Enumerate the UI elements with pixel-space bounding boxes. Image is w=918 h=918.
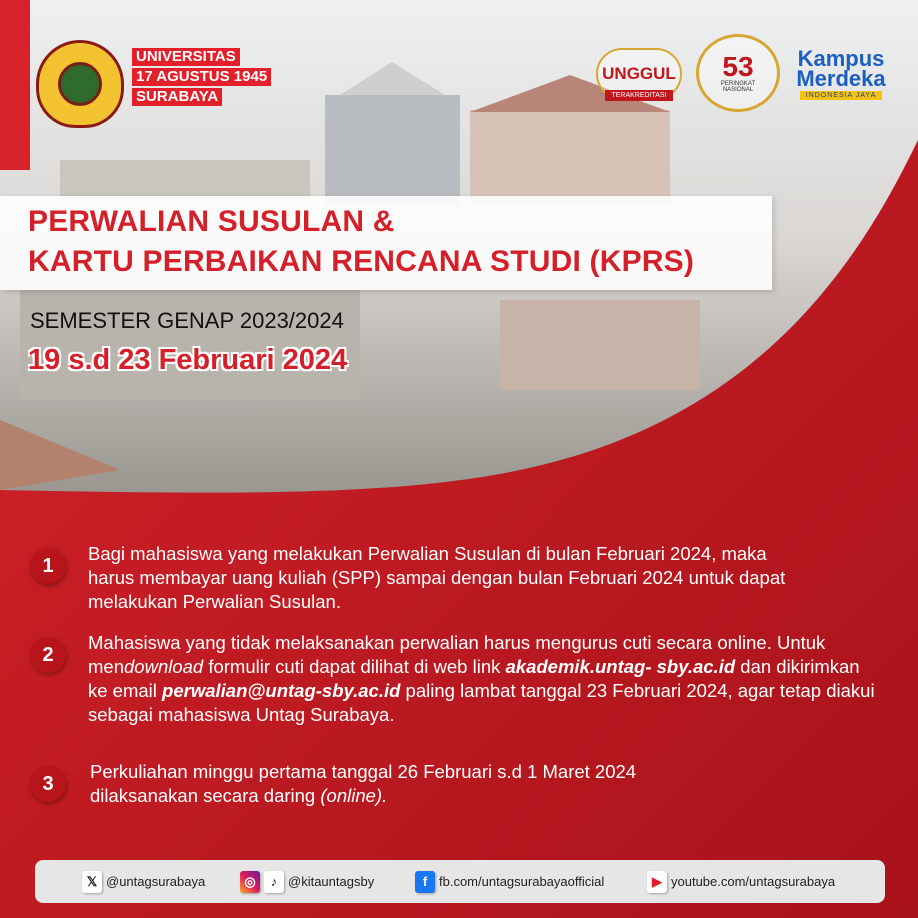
rank-badge xyxy=(696,34,780,112)
university-name-line: UNIVERSITAS xyxy=(132,48,240,66)
text: Perkuliahan minggu pertama tanggal 26 Februari s.d 1 Maret 2024 dilaksanakan secara daring xyxy=(90,761,637,806)
instagram-tiktok-account[interactable] xyxy=(240,871,374,893)
list-item xyxy=(30,542,808,614)
item-text: Bagi mahasiswa yang melakukan Perwalian Susulan di bulan Februari 2024, maka harus membayar uang kuliah (SPP) sampai dengan bulan Februari 2024 untuk dapat melakukan Perwalian Susulan. xyxy=(88,543,786,612)
youtube-account[interactable] xyxy=(647,871,835,893)
web-link[interactable]: akademik.untag- sby.ac.id xyxy=(505,656,736,677)
x-account[interactable] xyxy=(82,871,205,893)
tree-emblem-icon xyxy=(58,62,102,106)
x-icon: 𝕏 xyxy=(82,871,102,893)
merdeka-label: Merdeka xyxy=(796,65,886,91)
item-text xyxy=(88,631,878,727)
rank-number: 53 xyxy=(722,51,754,82)
university-name-line: 17 AGUSTUS 1945 xyxy=(132,68,271,86)
text: paling lambat tanggal 23 Februari 2024, agar tetap diakui sebagai mahasiswa Untag Surabaya. xyxy=(88,680,875,725)
tiktok-icon: ♪ xyxy=(264,871,284,893)
item-number: 1 xyxy=(30,548,66,584)
rank-label: PERINGKAT xyxy=(720,81,756,87)
x-handle: @untagsurabaya xyxy=(106,874,206,889)
facebook-icon: f xyxy=(415,871,435,893)
email-link[interactable]: perwalian@untag-sby.ac.id xyxy=(162,680,401,701)
unggul-label: UNGGUL xyxy=(596,48,682,100)
title-box xyxy=(0,196,772,290)
youtube-handle: youtube.com/untagsurabaya xyxy=(671,874,836,889)
indonesia-jaya-label: INDONESIA JAYA xyxy=(800,91,883,100)
kampus-label: Kampus xyxy=(797,45,885,71)
text: Mahasiswa yang tidak melaksanakan perwalian harus mengurus cuti secara online. Untuk men xyxy=(88,632,826,677)
university-seal-logo xyxy=(36,40,124,128)
item-number: 3 xyxy=(30,766,66,802)
title-line-1: PERWALIAN SUSULAN & xyxy=(28,205,395,238)
list-item xyxy=(30,631,878,727)
text-italic: (online). xyxy=(320,785,388,806)
university-name-line: SURABAYA xyxy=(132,88,222,106)
kampus-merdeka-logo xyxy=(786,34,896,114)
university-name xyxy=(132,48,271,106)
text-italic: download xyxy=(124,656,204,677)
item-number: 2 xyxy=(30,637,66,673)
text: dan dikirimkan ke email xyxy=(88,656,860,701)
rank-label: NASIONAL xyxy=(722,87,754,93)
instagram-handle: @kitauntagsby xyxy=(288,874,375,889)
youtube-play-icon: ▶ xyxy=(647,871,667,893)
facebook-handle: fb.com/untagsurabayaofficial xyxy=(439,874,605,889)
item-text xyxy=(88,760,748,808)
list-item xyxy=(30,760,748,808)
unggul-badge xyxy=(596,34,682,114)
semester-label: SEMESTER GENAP 2023/2024 xyxy=(30,308,344,333)
text: formulir cuti dapat dilihat di web link xyxy=(203,656,506,677)
social-footer xyxy=(35,860,885,903)
facebook-account[interactable] xyxy=(415,871,604,893)
terakreditasi-ribbon: TERAKREDITASI xyxy=(605,90,672,101)
date-range: 19 s.d 23 Februari 2024 xyxy=(28,344,348,376)
instagram-icon: ◎ xyxy=(240,871,260,893)
title-line-2: KARTU PERBAIKAN RENCANA STUDI (KPRS) xyxy=(28,245,695,278)
